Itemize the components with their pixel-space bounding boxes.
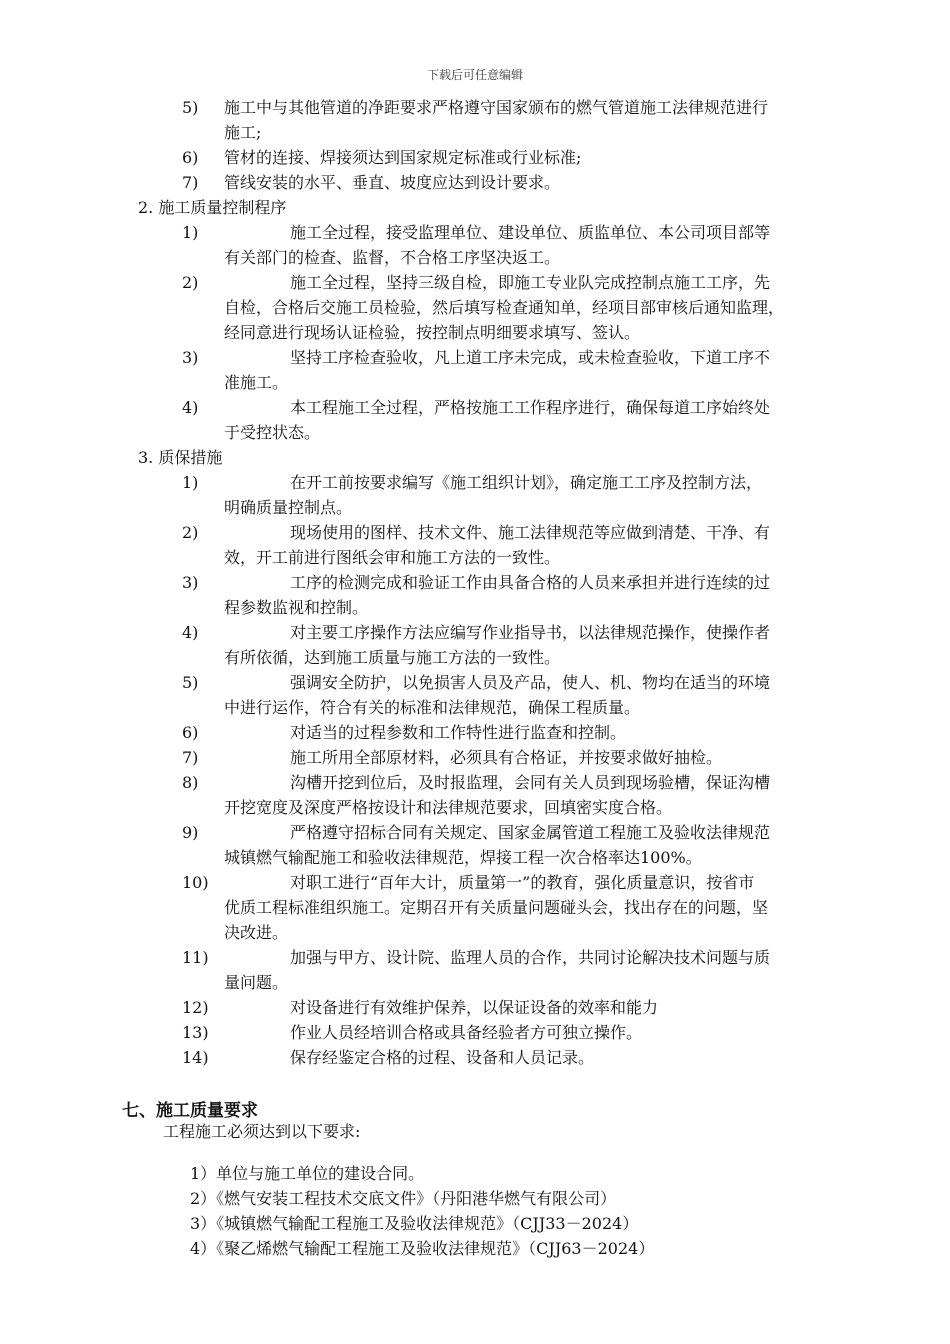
list-item-text: 在开工前按要求编写《施工组织计划》，确定施工工序及控制方法， (290, 473, 763, 492)
list-item-number: 5) (182, 673, 199, 692)
list-item-text: 自检，合格后交施工员检验，然后填写检查通知单，经项目部审核后通知监理， (224, 298, 785, 317)
list-item-number: 4) (182, 398, 199, 417)
list-item-number: 2) (182, 273, 199, 292)
list-item-text: 于受控状态。 (224, 423, 321, 442)
list-item-text: 工序的检测完成和验证工作由具备合格的人员来承担并进行连续的过 (290, 573, 771, 592)
list-item-number: 12) (182, 998, 209, 1017)
requirement-item: 2）《燃气安装工程技术交底文件》（丹阳港华燃气有限公司） (190, 1189, 617, 1208)
list-item-text: 准施工。 (224, 373, 289, 392)
list-item-number: 3) (182, 573, 199, 592)
list-item-number: 7) (182, 173, 199, 192)
list-item-text: 施工; (224, 123, 262, 142)
section-heading: 2. 施工质量控制程序 (138, 198, 287, 217)
list-item-number: 9) (182, 823, 199, 842)
chapter-heading: 七、施工质量要求 (122, 1101, 258, 1121)
section-heading: 3. 质保措施 (138, 448, 223, 467)
list-item-text: 强调安全防护，以免损害人员及产品，使人、机、物均在适当的环境 (290, 673, 771, 692)
list-item-number: 2) (182, 523, 199, 542)
list-item-number: 11) (182, 948, 209, 967)
list-item-text: 优质工程标准组织施工。定期召开有关质量问题碰头会，找出存在的问题，坚 (224, 898, 769, 917)
list-item-text: 沟槽开挖到位后，及时报监理，会同有关人员到现场验槽，保证沟槽 (290, 773, 771, 792)
intro-text: 工程施工必须达到以下要求: (163, 1122, 361, 1141)
list-item-number: 8) (182, 773, 199, 792)
list-item-text: 施工中与其他管道的净距要求严格遵守国家颁布的燃气管道施工法律规范进行 (224, 98, 769, 117)
list-item-number: 10) (182, 873, 209, 892)
list-item-number: 4) (182, 623, 199, 642)
list-item-number: 5) (182, 98, 199, 117)
list-item-number: 6) (182, 148, 199, 167)
list-item-number: 3) (182, 348, 199, 367)
list-item-number: 1) (182, 473, 199, 492)
list-item-text: 管线安装的水平、垂直、坡度应达到设计要求。 (224, 173, 561, 192)
list-item-number: 14) (182, 1048, 209, 1067)
list-item-text: 效，开工前进行图纸会审和施工方法的一致性。 (224, 548, 561, 567)
list-item-text: 加强与甲方、设计院、监理人员的合作，共同讨论解决技术问题与质 (290, 948, 771, 967)
list-item-text: 现场使用的图样、技术文件、施工法律规范等应做到清楚、干净、有 (290, 523, 771, 542)
requirement-item: 1）单位与施工单位的建设合同。 (190, 1164, 425, 1183)
list-item-text: 坚持工序检查验收，凡上道工序未完成，或未检查验收，下道工序不 (290, 348, 771, 367)
list-item-text: 施工全过程，坚持三级自检，即施工专业队完成控制点施工工序，先 (290, 273, 771, 292)
list-item-text: 量问题。 (224, 973, 289, 992)
list-item-text: 管材的连接、焊接须达到国家规定标准或行业标准; (224, 148, 582, 167)
list-item-number: 1) (182, 223, 199, 242)
list-item-text: 对设备进行有效维护保养，以保证设备的效率和能力 (290, 998, 659, 1017)
list-item-text: 中进行运作，符合有关的标准和法律规范，确保工程质量。 (224, 698, 641, 717)
list-item-number: 7) (182, 748, 199, 767)
list-item-text: 开挖宽度及深度严格按设计和法律规范要求，回填密实度合格。 (224, 798, 673, 817)
list-item-text: 城镇燃气输配施工和验收法律规范，焊接工程一次合格率达100%。 (224, 848, 702, 867)
list-item-text: 决改进。 (224, 923, 289, 942)
list-item-text: 经同意进行现场认证检验，按控制点明细要求填写、签认。 (224, 323, 641, 342)
list-item-text: 明确质量控制点。 (224, 498, 353, 517)
list-item-number: 6) (182, 723, 199, 742)
requirement-item: 3）《城镇燃气输配工程施工及验收法律规范》（CJJ33－2024） (190, 1214, 639, 1233)
list-item-text: 对适当的过程参数和工作特性进行监查和控制。 (290, 723, 627, 742)
list-item-text: 施工所用全部原材料，必须具有合格证，并按要求做好抽检。 (290, 748, 723, 767)
requirement-item: 4）《聚乙烯燃气输配工程施工及验收法律规范》（CJJ63－2024） (190, 1239, 655, 1258)
list-item-text: 作业人员经培训合格或具备经验者方可独立操作。 (290, 1023, 643, 1042)
list-item-text: 严格遵守招标合同有关规定、国家金属管道工程施工及验收法律规范 (290, 823, 771, 842)
list-item-text: 保存经鉴定合格的过程、设备和人员记录。 (290, 1048, 595, 1067)
list-item-text: 程参数监视和控制。 (224, 598, 369, 617)
list-item-number: 13) (182, 1023, 209, 1042)
list-item-text: 有关部门的检查、监督，不合格工序坚决返工。 (224, 248, 561, 267)
list-item-text: 有所依循，达到施工质量与施工方法的一致性。 (224, 648, 561, 667)
list-item-text: 对主要工序操作方法应编写作业指导书，以法律规范操作，使操作者 (290, 623, 771, 642)
list-item-text: 对职工进行“百年大计，质量第一”的教育，强化质量意识，按省市 (290, 873, 755, 892)
list-item-text: 本工程施工全过程，严格按施工工作程序进行，确保每道工序始终处 (290, 398, 771, 417)
page-header: 下载后可任意编辑 (426, 68, 523, 82)
list-item-text: 施工全过程，接受监理单位、建设单位、质监单位、本公司项目部等 (290, 223, 771, 242)
